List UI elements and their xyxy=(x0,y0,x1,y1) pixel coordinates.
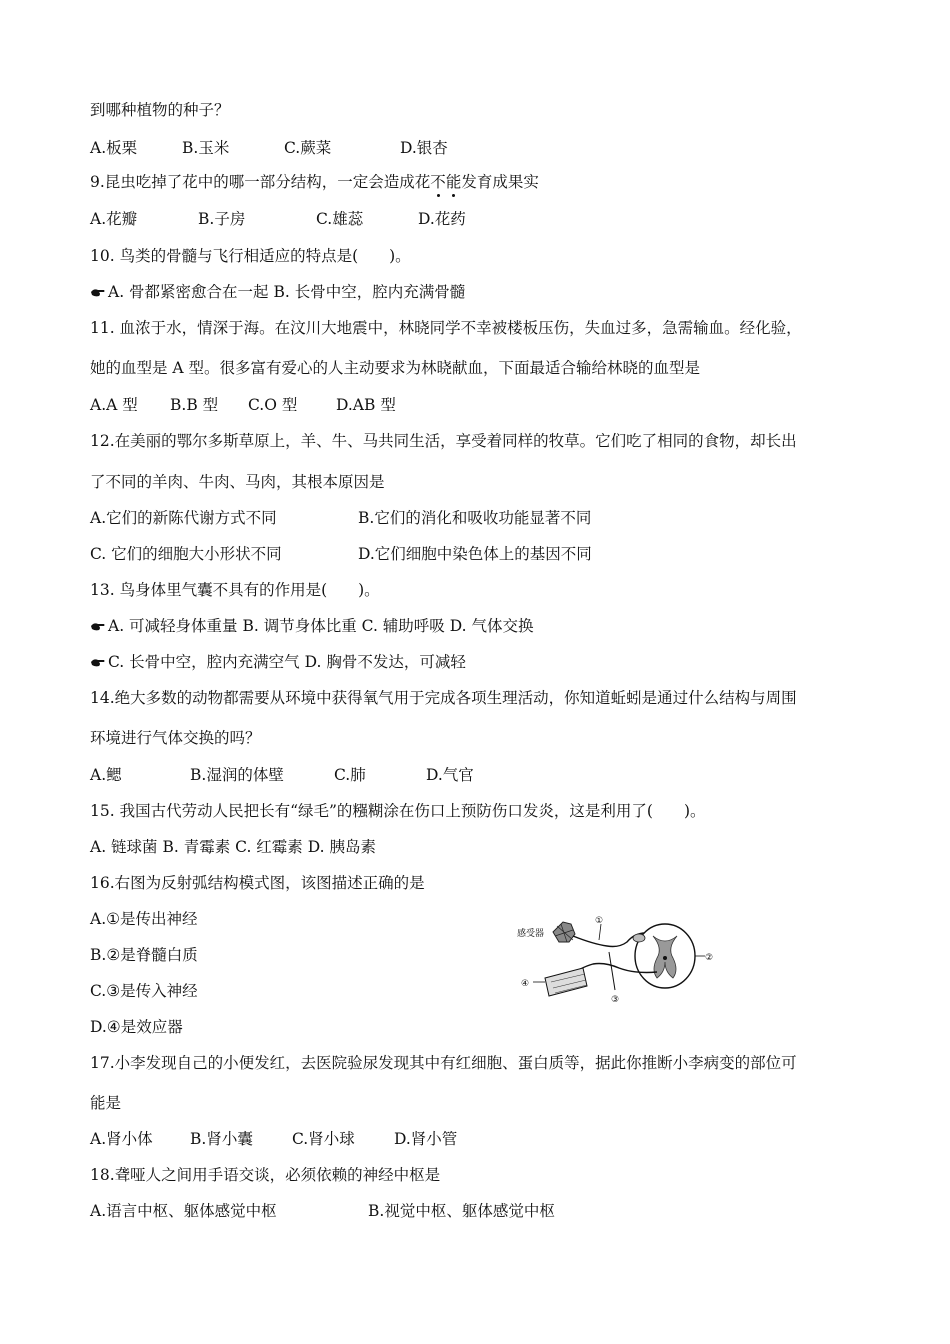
q9-option-c: C.雄蕊 xyxy=(316,210,364,228)
label-4: ④ xyxy=(521,979,530,989)
q12-option-d: D.它们细胞中染色体上的基因不同 xyxy=(358,545,592,563)
q15-options: A. 链球菌 B. 青霉素 C. 红霉素 D. 胰岛素 xyxy=(90,838,376,856)
reflex-arc-diagram xyxy=(515,912,713,1008)
q17-option-a: A.肾小体 xyxy=(90,1130,153,1148)
q16-option-a: A.①是传出神经 xyxy=(90,910,198,928)
q8-option-c: C.蕨菜 xyxy=(284,139,332,157)
q11-option-d: D.AB 型 xyxy=(336,396,396,414)
q15-stem: 15. 我国古代劳动人民把长有“绿毛”的糨糊涂在伤口上预防伤口发炎，这是利用了( )。 xyxy=(90,802,706,820)
q17-option-d: D.肾小管 xyxy=(394,1130,458,1148)
q9-emphasis-1: 不 xyxy=(430,173,446,191)
q8-option-a: A.板栗 xyxy=(90,139,138,157)
q9-option-a: A.花瓣 xyxy=(90,210,138,228)
label-3-leader xyxy=(609,952,615,990)
q13-options-2-text: C. 长骨中空，腔内充满空气 D. 胸骨不发达，可减轻 xyxy=(108,653,466,671)
q14-option-c: C.肺 xyxy=(334,766,366,784)
q17-option-b: B.肾小囊 xyxy=(190,1130,253,1148)
q14-option-d: D.气官 xyxy=(426,766,474,784)
q16-stem: 16.右图为反射弧结构模式图，该图描述正确的是 xyxy=(90,874,425,892)
q11-option-c: C.O 型 xyxy=(248,396,298,414)
q18-stem: 18.聋哑人之间用手语交谈，必须依赖的神经中枢是 xyxy=(90,1166,441,1184)
q13-options-1-text: A. 可减轻身体重量 B. 调节身体比重 C. 辅助呼吸 D. 气体交换 xyxy=(108,617,534,635)
q13-options-2 xyxy=(90,652,466,672)
q17-option-c: C.肾小球 xyxy=(292,1130,355,1148)
q11-stem-b: 她的血型是 A 型。很多富有爱心的人主动要求为林晓献血，下面最适合输给林晓的血型是 xyxy=(90,359,701,377)
q8-option-b: B.玉米 xyxy=(182,139,230,157)
q14-stem-b: 环境进行气体交换的吗？ xyxy=(90,729,261,747)
receptor-label: 感受器 xyxy=(517,929,545,939)
q14-option-a: A.鳃 xyxy=(90,766,122,784)
label-3: ③ xyxy=(611,995,620,1005)
ganglion xyxy=(633,934,645,942)
q9-stem-end: 发育成果实 xyxy=(461,173,539,191)
q12-option-c: C. 它们的细胞大小形状不同 xyxy=(90,545,282,563)
q18-option-a: A.语言中枢、躯体感觉中枢 xyxy=(90,1202,277,1220)
q10-options-text: A. 骨都紧密愈合在一起 B. 长骨中空，腔内充满骨髓 xyxy=(108,283,466,301)
label-1: ① xyxy=(595,916,604,926)
label-1-leader xyxy=(599,924,601,940)
hand-pointer-icon xyxy=(90,655,106,669)
q11-option-a: A.A 型 xyxy=(90,396,138,414)
q12-option-a: A.它们的新陈代谢方式不同 xyxy=(90,509,277,527)
q16-option-c: C.③是传入神经 xyxy=(90,982,198,1000)
q18-option-b: B.视觉中枢、躯体感觉中枢 xyxy=(368,1202,555,1220)
q12-option-b: B.它们的消化和吸收功能显著不同 xyxy=(358,509,592,527)
q9-stem xyxy=(90,172,539,192)
q8-stem-tail: 到哪种植物的种子？ xyxy=(90,101,230,119)
label-2: ② xyxy=(705,953,713,963)
hand-pointer-icon xyxy=(90,285,106,299)
q8-option-d: D.银杏 xyxy=(400,139,448,157)
q9-emphasis-2: 能 xyxy=(445,173,462,191)
q11-stem-a: 11. 血浓于水，情深于海。在汶川大地震中，林晓同学不幸被楼板压伤，失血过多，急需输血。经化验， xyxy=(90,319,802,337)
q13-stem: 13. 鸟身体里气囊不具有的作用是( )。 xyxy=(90,581,380,599)
q10-stem: 10. 鸟类的骨髓与飞行相适应的特点是( )。 xyxy=(90,247,411,265)
q12-stem-b: 了不同的羊肉、牛肉、马肉，其根本原因是 xyxy=(90,473,385,491)
q14-stem-a: 14.绝大多数的动物都需要从环境中获得氧气用于完成各项生理活动，你知道蚯蚓是通过什么结构与周围 xyxy=(90,689,797,707)
q17-stem-b: 能是 xyxy=(90,1094,122,1112)
q10-options xyxy=(90,282,465,302)
q14-option-b: B.湿润的体壁 xyxy=(190,766,284,784)
q16-option-d: D.④是效应器 xyxy=(90,1018,183,1036)
hand-pointer-icon xyxy=(90,619,106,633)
q9-option-b: B.子房 xyxy=(198,210,246,228)
q17-stem-a: 17.小李发现自己的小便发红，去医院验尿发现其中有红细胞、蛋白质等，据此你推断小李病变的部位可 xyxy=(90,1054,797,1072)
q13-options-1 xyxy=(90,616,533,636)
q16-option-b: B.②是脊髓白质 xyxy=(90,946,198,964)
central-canal xyxy=(663,956,667,960)
q9-option-d: D.花药 xyxy=(418,210,466,228)
q11-option-b: B.B 型 xyxy=(170,396,219,414)
q9-stem-text: 9.昆虫吃掉了花中的哪一部分结构，一定会造成花 xyxy=(90,173,431,191)
q12-stem-a: 12.在美丽的鄂尔多斯草原上，羊、牛、马共同生活，享受着同样的牧草。它们吃了相同的食物，却长出 xyxy=(90,432,797,450)
